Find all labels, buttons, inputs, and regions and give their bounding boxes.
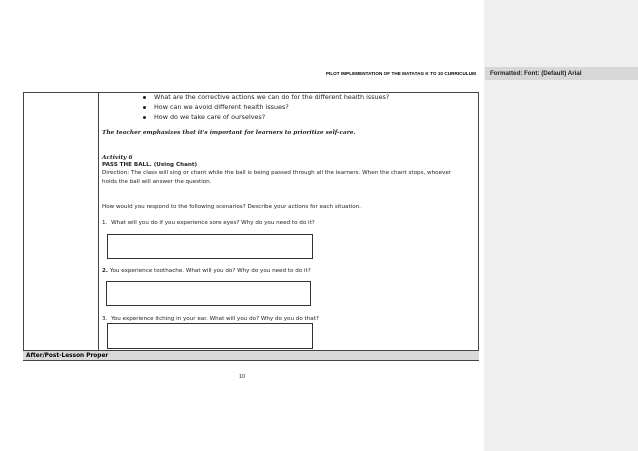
scenario-question: 1. What will you do if you experience sore eyes? Why do you need to do it? xyxy=(102,220,315,226)
answer-box-3[interactable] xyxy=(107,323,313,349)
scenario-question: 2. You experience toothache. What will you do? Why do you need to do it? xyxy=(102,268,311,274)
bullet-item: How can we avoid different health issues? xyxy=(146,103,289,111)
bullet-item: What are the corrective actions we can do for the different health issues? xyxy=(146,93,389,101)
lesson-table-left-column xyxy=(23,92,99,350)
activity-name: PASS THE BALL. (Using Chant) xyxy=(102,162,198,168)
after-lesson-label: After/Post-Lesson Proper xyxy=(26,353,109,359)
after-lesson-row xyxy=(23,350,479,361)
bullet-dot-icon xyxy=(143,106,146,109)
formatting-comment[interactable]: Formatted: Font: (Default) Arial xyxy=(485,67,638,80)
bullet-dot-icon xyxy=(143,116,146,119)
page-header: PILOT IMPLEMENTATION OF THE MATATAG K TO 10 CURRICULUM xyxy=(325,71,476,76)
scenario-intro: How would you respond to the following scenarios? Describe your actions for each situation. xyxy=(102,204,361,210)
activity-direction-cont: holds the ball will answer the question. xyxy=(102,179,212,185)
bullet-item: How do we take care of ourselves? xyxy=(146,113,265,121)
answer-box-2[interactable] xyxy=(106,281,311,306)
teacher-emphasis: The teacher emphasizes that it's important for learners to prioritize self-care. xyxy=(102,130,356,136)
page-number: 10 xyxy=(238,374,246,380)
bullet-dot-icon xyxy=(143,96,146,99)
scenario-question: 3. You experience itching in your ear. What will you do? Why do you do that? xyxy=(102,316,319,322)
answer-box-1[interactable] xyxy=(107,234,313,259)
activity-direction: Direction: The class will sing or chant while the ball is being passed through all the learners. When the chant stops, whoever xyxy=(102,170,452,176)
activity-title: Activity 6 xyxy=(102,155,133,161)
